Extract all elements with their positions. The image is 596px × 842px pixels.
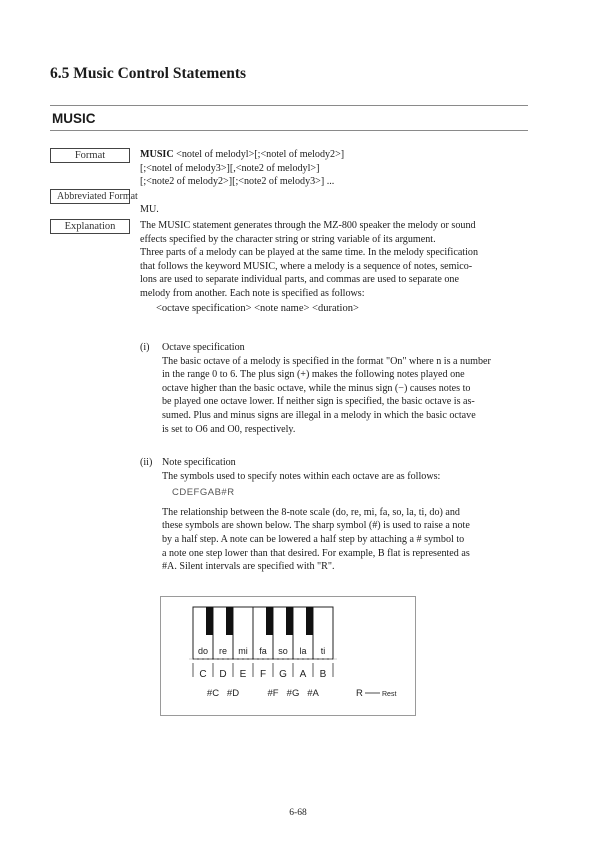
- item-1-text: [162, 341, 542, 436]
- solfege-label: do: [197, 646, 209, 656]
- letter-label: C: [199, 669, 207, 680]
- sharp-labels: [207, 688, 320, 699]
- solfege-label: mi: [238, 646, 248, 656]
- letter-label: F: [259, 669, 267, 680]
- item-2-line: a note one step lower than that desired. For example, B flat is represented as: [162, 547, 470, 559]
- note-symbols: CDEFGAB#R: [172, 487, 235, 499]
- format-label: Format: [50, 148, 130, 163]
- solfege-label: fa: [259, 646, 267, 656]
- keyword-header: MUSIC: [52, 111, 96, 126]
- item-2-marker: (ii): [140, 457, 153, 468]
- section-title: 6.5 Music Control Statements: [50, 65, 247, 82]
- solfege-label: la: [299, 646, 307, 656]
- format-line-3: [;<note2 of melody2>][;<note2 of melody3>] ...: [140, 176, 335, 188]
- item-1-title: Octave specification: [162, 342, 245, 353]
- explanation-line: melody from another. Each note is specified as follows:: [140, 287, 365, 299]
- format-line-1: [140, 148, 540, 162]
- solfege-label: re: [218, 646, 228, 656]
- black-key: [306, 607, 313, 635]
- letter-label: E: [239, 669, 247, 680]
- solfege-label: ti: [320, 646, 326, 656]
- rest-symbol: R: [356, 688, 363, 699]
- letter-label: A: [299, 669, 307, 680]
- sharp-label: #D: [226, 688, 240, 699]
- black-key: [226, 607, 233, 635]
- explanation-line: Three parts of a melody can be played at the same time. In the melody specification: [140, 247, 479, 259]
- item-1-line: in the range 0 to 6. The plus sign (+) makes the following notes played one: [162, 369, 465, 381]
- item-1-line: is set to O6 and O0, respectively.: [162, 423, 296, 435]
- item-1-line: be played one octave lower. If neither sign is specified, the basic octave is as-: [162, 396, 475, 408]
- item-2-line: these symbols are shown below. The sharp symbol (#) is used to raise a note: [162, 520, 470, 532]
- letter-label: G: [279, 669, 287, 680]
- letter-label: B: [319, 669, 327, 680]
- black-key: [206, 607, 213, 635]
- format-block: [140, 148, 540, 189]
- letter-label: D: [219, 669, 227, 680]
- item-1-line: The basic octave of a melody is specified in the format "On" where n is a number: [162, 355, 491, 367]
- keyboard-diagram: [160, 596, 416, 716]
- explanation-line: lons are used to separate individual parts, and commas are used to separate one: [140, 274, 459, 286]
- keyboard-svg: [161, 597, 415, 715]
- sharp-label: #F: [267, 688, 279, 699]
- item-1-marker: (i): [140, 342, 150, 353]
- letter-labels: [199, 669, 326, 680]
- solfege-label: so: [278, 646, 288, 656]
- explanation-line: that follows the keyword MUSIC, where a melody is a sequence of notes, semico-: [140, 260, 473, 272]
- page-number: 6-68: [289, 808, 307, 818]
- note-syntax: <octave specification> <note name> <duration>: [156, 303, 359, 314]
- item-1-line: sumed. Plus and minus signs are illegal in a melody in which the basic octave: [162, 409, 476, 421]
- sharp-label: #A: [307, 688, 319, 699]
- sharp-label: #C: [206, 688, 220, 699]
- explanation-text: [140, 219, 540, 301]
- explanation-line: effects specified by the character string or string variable of its argument.: [140, 233, 436, 245]
- item-2-title: Note specification: [162, 457, 236, 468]
- format-line-1-rest: <notel of melodyl>[;<notel of melody2>]: [173, 149, 345, 160]
- rest-label: Rest: [382, 691, 397, 698]
- black-key: [266, 607, 273, 635]
- explanation-label: Explanation: [50, 219, 130, 234]
- item-2-line: The relationship between the 8-note scale (do, re, mi, fa, so, la, ti, do) and: [162, 506, 460, 518]
- item-2-line: by a half step. A note can be lowered a half step by attaching a # symbol to: [162, 533, 465, 545]
- abbreviated-format-label: Abbreviated Format: [50, 189, 130, 204]
- format-keyword: MUSIC: [140, 149, 174, 160]
- top-rule: [50, 105, 528, 106]
- keyword-rule: [50, 130, 528, 131]
- black-key: [286, 607, 293, 635]
- sharp-label: #G: [286, 688, 300, 699]
- item-2-intro: The symbols used to specify notes within each octave are as follows:: [162, 470, 441, 482]
- abbreviated-format: MU.: [140, 204, 159, 215]
- item-2-text: [162, 456, 542, 574]
- item-1-line: octave higher than the basic octave, while the minus sign (−) causes notes to: [162, 382, 471, 394]
- format-line-2: [;<notel of melody3>][,<note2 of melodyl>]: [140, 162, 320, 174]
- explanation-line: The MUSIC statement generates through the MZ-800 speaker the melody or sound: [140, 220, 476, 231]
- item-2-line: #A. Silent intervals are specified with "R".: [162, 561, 335, 573]
